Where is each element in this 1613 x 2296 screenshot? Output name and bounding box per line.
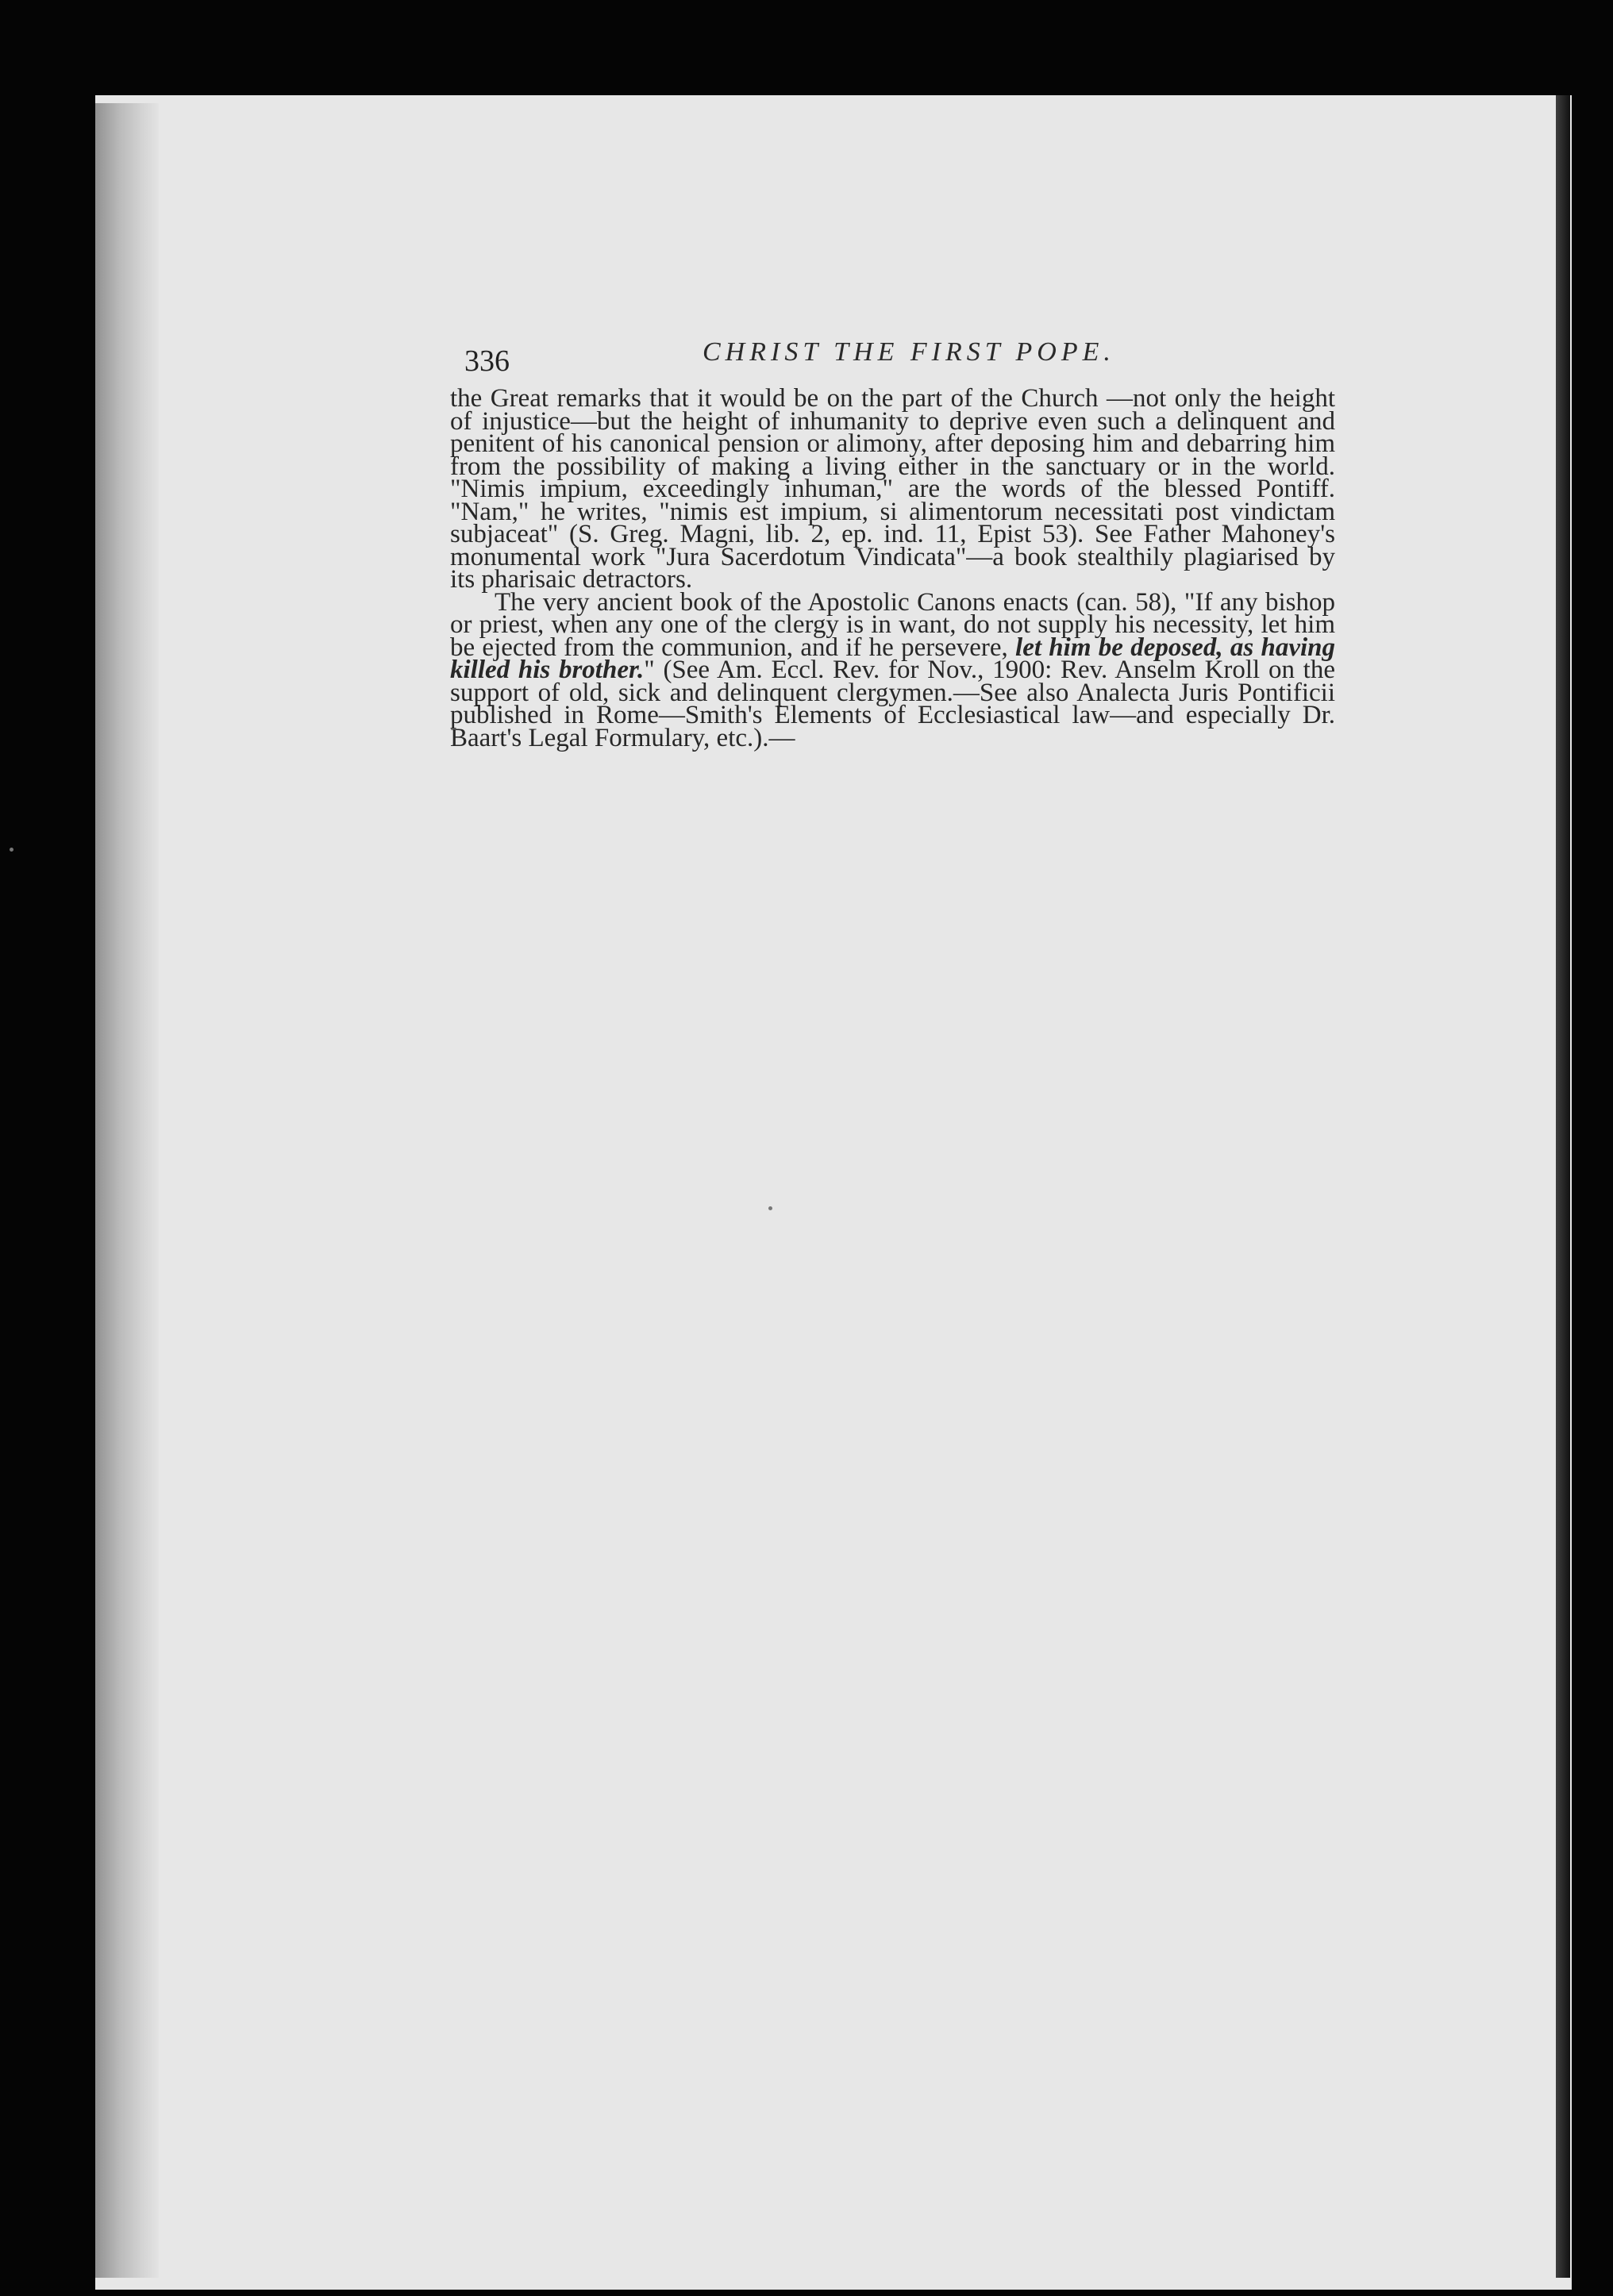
page-binding-shadow xyxy=(95,103,159,2278)
body-text xyxy=(450,384,1336,752)
page-right-edge xyxy=(1556,95,1570,2278)
paragraph-2-continuation: " (See Am. Eccl. Rev. for Nov., 1900: Rev. Anselm Kroll on the support of old, sick and delinquent clergymen.—See also Analecta Juris Pontificii published in Rome—Smith's Elements of Ecclesiastical law—and especially Dr. Baart's Legal Formulary, etc.).— xyxy=(450,656,1335,752)
scan-speck xyxy=(768,1206,772,1210)
paragraph-1: the Great remarks that it would be on the part of the Church —not only the height of injustice—but the height of inhumanity to deprive even such a delinquent and penitent of his canonical pension or alimony, after deposing him and debarring him from the possibility of making a living either in the sanctuary or in the world. "Nimis impium, exceedingly inhuman," are the words of the blessed Pontiff. "Nam," he writes, "nimis est impium, si alimentorum necessitati post vindictam subjaceat" (S. Greg. Magni, lib. 2, ep. ind. 11, Epist 53). See Father Mahoney's monumental work "Jura Sacerdotum Vindicata"—a book stealthily plagiarised by its pharisaic detractors. xyxy=(450,384,1335,594)
paragraph-2-text: The very ancient book of the Apostolic Canons enacts (can. 58), "If any bishop or priest, when any one of the clergy is in want, do not supply his necessity, let him be ejected from the communion, and if he persevere, xyxy=(450,587,1335,662)
scan-speck xyxy=(10,848,13,852)
paragraph-2 xyxy=(450,587,1336,752)
page-number: 336 xyxy=(464,344,510,378)
running-title: CHRIST THE FIRST POPE. xyxy=(703,337,1115,367)
page-header xyxy=(464,337,1338,385)
paragraph-2-emphasis: let him be deposed, as having killed his brother. xyxy=(450,633,1336,684)
